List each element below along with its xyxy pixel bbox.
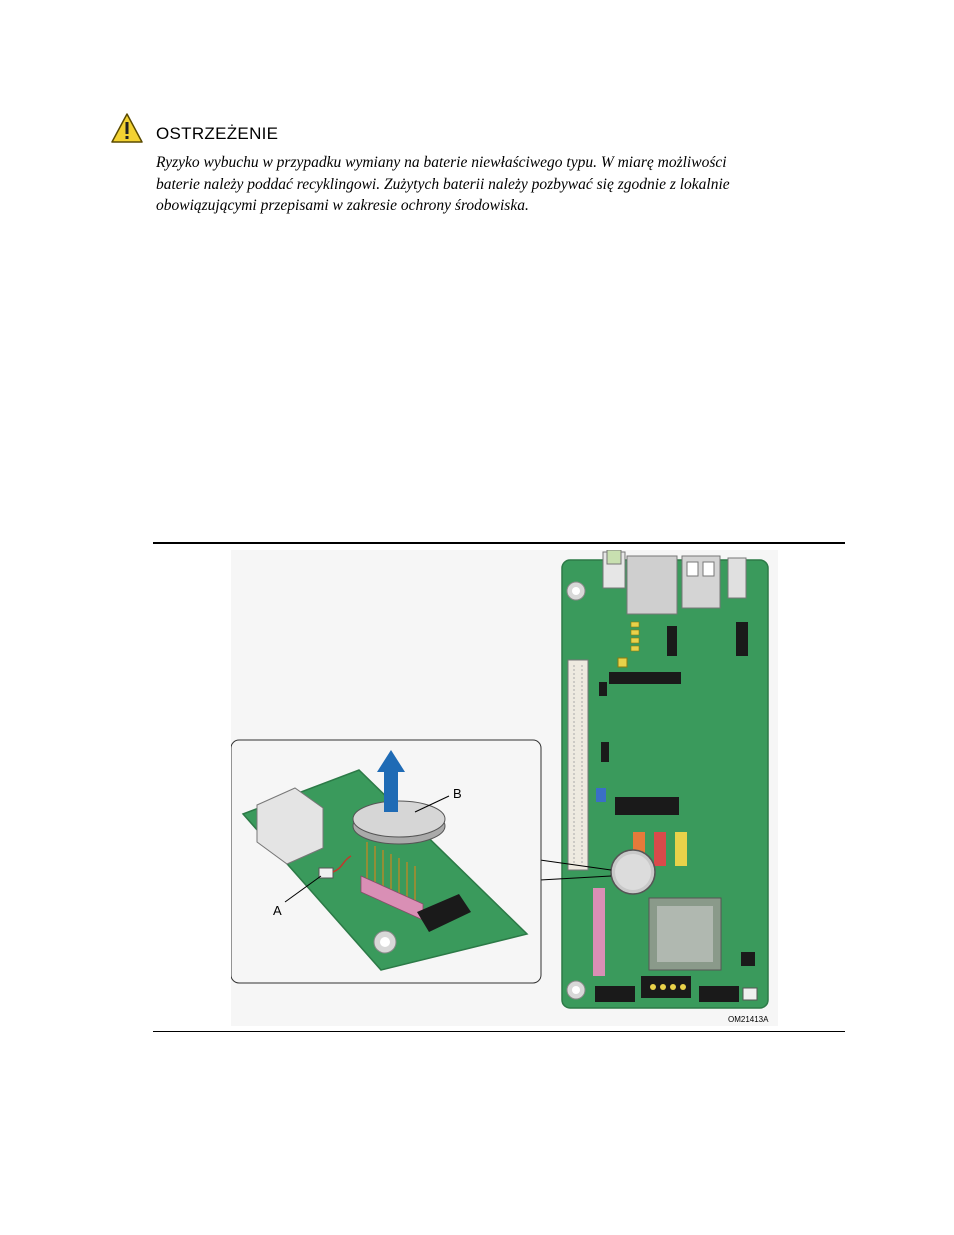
warning-triangle-icon <box>110 112 144 144</box>
callout-a-label: A <box>273 903 282 918</box>
motherboard-illustration <box>231 550 778 1026</box>
inset-detail <box>231 740 541 983</box>
figure-bottom-rule <box>153 1031 845 1032</box>
motherboard-board <box>562 550 768 1008</box>
warning-line: Ryzyko wybuchu w przypadku wymiany na baterie niewłaściwego typu. W miarę możliwości <box>156 154 727 171</box>
warning-title: OSTRZEŻENIE <box>156 124 279 143</box>
battery-removal-figure <box>153 542 845 1033</box>
figure-illustration <box>231 550 778 1026</box>
warning-line: obowiązującymi przepisami w zakresie ochrony środowiska. <box>156 197 529 214</box>
warning-line: baterie należy poddać recyklingowi. Zużytych baterii należy pozbywać się zgodnie z lokalnie <box>156 175 730 193</box>
figure-code: OM21413A <box>728 1015 769 1024</box>
warning-text <box>156 152 836 217</box>
figure-top-rule <box>153 542 845 544</box>
callout-b-label: B <box>453 786 462 801</box>
